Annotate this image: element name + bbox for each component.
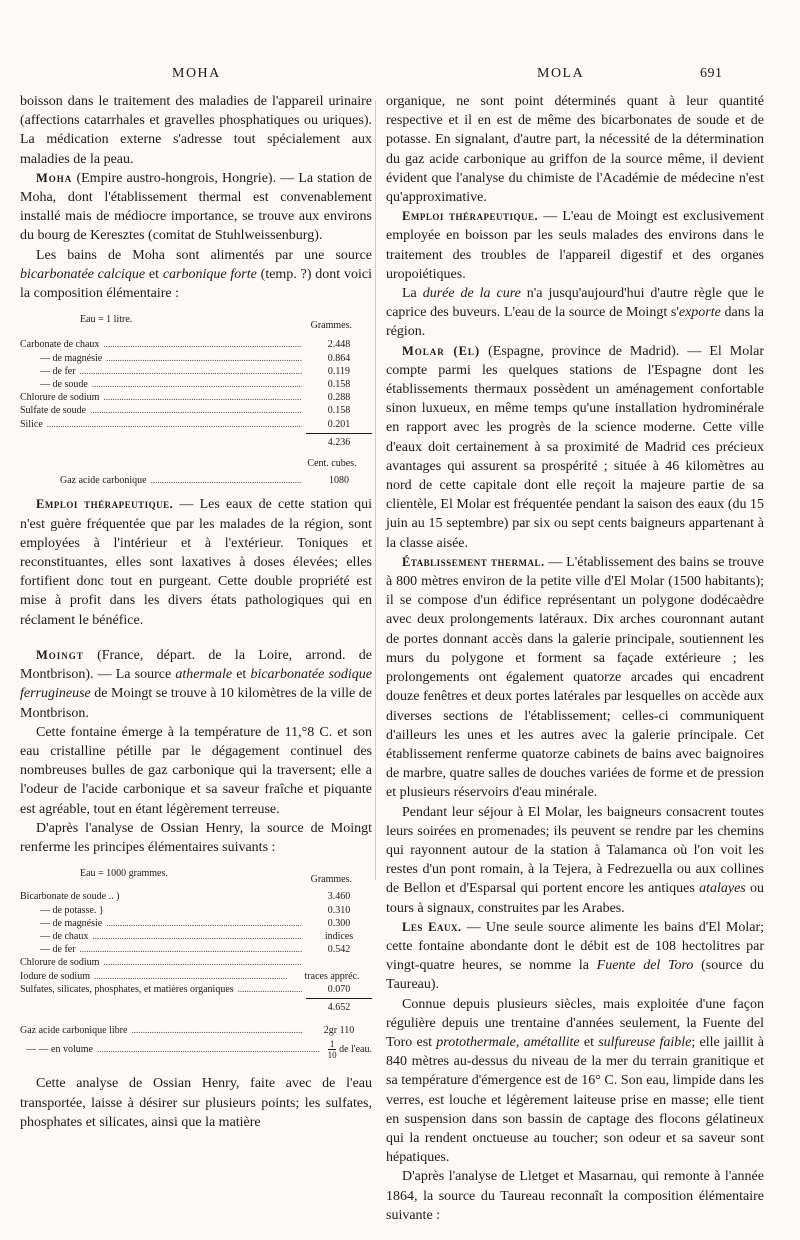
table-row: — de magnésie ..... 0.300 xyxy=(20,917,372,930)
table-row: — de chaux ..... indices xyxy=(20,930,372,943)
paragraph: Connue depuis plusieurs siècles, mais exploitée d'une façon régulière depuis une trentaine d'années seulement, la Fuente del Toro est protothermale, amétallite et sulfureuse faible; elle jaillit à 840 mètres au-dessus du niveau de la mer du terrain granitique et sa température d'émergence est de 16° C. Son eau, limpide dans les verres, est louche et légèrement laiteuse prise en masse; elle tient en suspension dans son bassin de captage des flocons gélatineux qui la rendent onctueuse au toucher; son odeur et sa saveur sont hépatiques. xyxy=(386,996,764,1166)
composition-table-moingt xyxy=(20,867,372,1060)
page-number: 691 xyxy=(700,66,723,81)
table-unit: Grammes. xyxy=(310,874,352,886)
table-row: Gaz acide carbonique ..... 1080 xyxy=(20,474,372,487)
section-heading: Emploi thérapeutique. xyxy=(402,209,539,224)
running-head-right: MOLA xyxy=(537,66,585,81)
table-row: Silice ..... 0.201 xyxy=(20,418,372,431)
table-row: Iodure de sodium ..... traces appréc. xyxy=(20,970,372,983)
paragraph: Cette fontaine émerge à la température de 11,°8 C. et son eau cristalline pétille par le dégagement continuel des nombreuses bulles de gaz carbonique qui la traversent; elle a l'odeur de l'acide carbonique et sa saveur fraîche et piquante est agréable, tout en étant légèrement terreuse. xyxy=(20,724,372,817)
paragraph: Emploi thérapeutique. — L'eau de Moingt est exclusivement employée en boisson par les seuls malades des environs dans le traitement des troubles de l'appareil digestif et des organes uropoiétiques. xyxy=(386,209,765,282)
table-row: Gaz acide carbonique libre ..... 2gr 110 xyxy=(20,1024,372,1037)
table-row: Sulfate de soude ..... 0.158 xyxy=(20,404,372,417)
table-row: — de fer ..... 0.542 xyxy=(20,943,372,956)
headword: Moha xyxy=(36,170,73,185)
section-heading: Emploi thérapeutique. xyxy=(36,497,174,512)
table-row: Carbonate de chaux ..... 2.448 xyxy=(20,338,372,351)
paragraph: Emploi thérapeutique. — Les eaux de cette station qui n'est guère fréquentée que par les malades de la région, sont employées à l'intérieur et à l'extérieur. Toniques et reconstituantes, elles sont laxatives à doses élevées; elles fortifient donc tout en purgeant. Cette double propriété est mise à profit dans les divers états pathologiques qui en réclament le bénéfice. xyxy=(20,497,372,628)
entry-moha: Moha (Empire austro-hongrois, Hongrie). — La station de Moha, dont l'établissement thermal est convenablement installé mais de médiocre importance, se trouve aux environs du bourg de Keresztes (comitat de Stuhlweissenburg). xyxy=(20,170,372,244)
paragraph: Cette analyse de Ossian Henry, faite avec de l'eau transportée, laisse à désirer sur plusieurs points; les sulfates, phosphates et silicates, ainsi que la matière xyxy=(20,1076,372,1130)
headword: Moingt xyxy=(36,647,84,662)
table-row: — de potasse. } 0.310 xyxy=(40,904,351,916)
column-divider xyxy=(375,100,376,880)
paragraph: Établissement thermal. — L'établissement des bains se trouve à 800 mètres environ de la petite ville d'El Molar (1500 habitants); il se compose d'un édifice représentant un polygone dodécaèdre avec deux prolongements latéraux. Dix arches couronnant autant de portes donnant accès dans la galerie principale, soutiennent les murs du polygone et forment sa façade extérieure ; les prolongements ont également quatorze arcades qui encadrent douze fenêtres et deux portes latérales par lesquelles on accède aux diverses sections de l'établissement; celles-ci communiquent d'ailleurs les unes et les autres avec la galerie principale. Cet établissement renferme quatorze cabinets de bains avec baignoires de marbre, quatre salles de douches variées de forme et de pression et plusieurs réservoirs d'eau minérale. xyxy=(386,554,764,801)
composition-table-moha xyxy=(20,313,372,487)
entry-molar: Molar (El) (Espagne, province de Madrid). — El Molar compte parmi les quelques stations de l'Espagne dont les établissements thermaux possèdent un aménagement confortable sinon luxueux, en même temps qu'une installation hydrominérale en rapport avec les progrès de la science moderne. Cette ville d'eaux doit certainement à sa proximité de Madrid ces précieux avantages qui assurent sa prospérité ; située à 46 kilomètres au nord de cette capitale dont elle reçoit la majeure partie de sa clientèle, El Molar est fréquentée pendant la saison des eaux (du 15 juin au 15 septembre) par six ou sept cents baigneurs appartenant à la classe aisée. xyxy=(386,343,764,551)
table-total: 4.236 xyxy=(20,431,372,449)
paragraph: Pendant leur séjour à El Molar, les baigneurs consacrent toutes leurs soirées en promenades; ils peuvent se rendre par les chemins qui rayonnent autour de la station à Talamanca où l'on voit les restes d'un pont romain, à la Tejera, à Fedrezuella ou aux collines de Bellon et d'Esparsal qui portent encore les antiques atalayes ou tours à signaux, construites par les Arabes. xyxy=(386,804,765,916)
gas-unit: Cent. cubes. xyxy=(307,458,357,470)
table-row: Sulfates, silicates, phosphates, et matières organiques ..... 0.070 xyxy=(20,983,372,996)
table-row: Chlorure de sodium ..... 0.288 xyxy=(20,391,372,404)
table-row: — de soude ..... 0.158 xyxy=(20,378,372,391)
left-column xyxy=(0,92,372,1132)
paragraph: Les Eaux. — Une seule source alimente les bains d'El Molar; cette fontaine abondante dont le débit est de 108 hectolitres par vingt-quatre heures, se nomme la Fuente del Toro (source du Taureau). xyxy=(386,919,765,993)
table-row: Chlorure de sodium ..... xyxy=(20,956,372,969)
paragraph: organique, ne sont point déterminés quant à leur quantité respective et il en est de même des bicarbonates de soude et de potasse. En signalant, d'autre part, la nécessité de la détermination du gaz acide carbonique au griffon de la source même, il devient évident que l'analyse du chimiste de l'Académie de médecine n'est qu'approximative. xyxy=(386,94,764,206)
entry-moingt: Moingt (France, départ. de la Loire, arrond. de Montbrison). — La source athermale et bicarbonatée sodique ferrugineuse de Moingt se trouve à 10 kilomètres de la ville de Montbrison. xyxy=(20,647,373,721)
running-head-left: MOHA xyxy=(172,66,221,81)
table-row: Bicarbonate de soude .. ) 3.460 xyxy=(20,891,351,903)
section-heading: Établissement thermal. xyxy=(402,554,545,569)
table-total: 4.652 xyxy=(20,996,372,1014)
table-caption: Eau = 1000 grammes. xyxy=(80,868,168,880)
paragraph: Les bains de Moha sont alimentés par une source bicarbonatée calcique et carbonique forte (temp. ?) dont voici la composition élémentaire : xyxy=(20,247,372,302)
paragraph: D'après l'analyse de Lletget et Masarnau, qui remonte à l'année 1864, la source du Taureau reconnaît la composition élémentaire suivante : xyxy=(386,1169,764,1223)
paragraph: boisson dans le traitement des maladies de l'appareil urinaire (affections catarrhales et gravelles phosphatiques ou uriques). La médication externe s'adresse tout spécialement aux maladies de la peau. xyxy=(20,94,372,167)
paragraph: D'après l'analyse de Ossian Henry, la source de Moingt renferme les principes élémentaires suivants : xyxy=(20,820,372,855)
table-unit: Grammes. xyxy=(310,320,352,332)
table-caption: Eau = 1 litre. xyxy=(80,314,133,326)
section-heading: Les Eaux. xyxy=(402,919,462,934)
table-row: — de magnésie ..... 0.864 xyxy=(20,352,372,365)
table-row: — — en volume ..... $\frac{1}{10}$ de l'eau. xyxy=(20,1039,372,1060)
right-column xyxy=(386,92,764,1225)
headword: Molar (El) xyxy=(402,343,481,358)
paragraph: La durée de la cure n'a jusqu'aujourd'hui d'autre règle que le caprice des buveurs. L'eau de la source de Moingt s'exporte dans la région. xyxy=(386,286,765,340)
fraction: $\frac{1}{10}$ xyxy=(327,1039,337,1061)
table-row: — de fer ..... 0.119 xyxy=(20,365,372,378)
